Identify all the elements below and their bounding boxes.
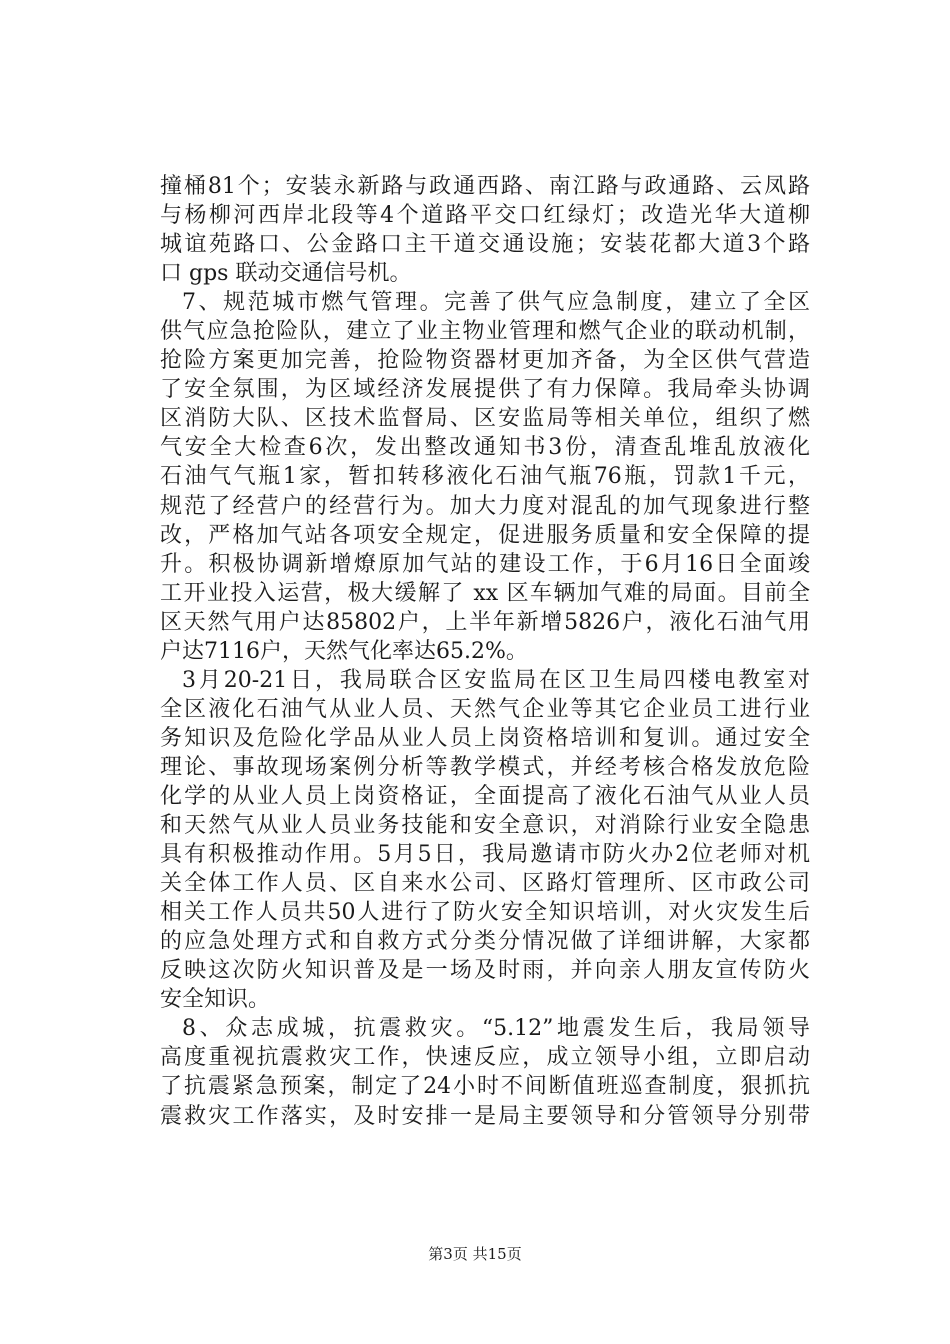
text-line: 区天然气用户达85802户，上半年新增5826户，液化石油气用	[160, 609, 810, 635]
text-line: 工开业投入运营，极大缓解了 xx 区车辆加气难的局面。目前全	[160, 580, 810, 606]
text-line: 了安全氛围，为区域经济发展提供了有力保障。我局牵头协调	[160, 377, 810, 403]
text-line: 了抗震紧急预案，制定了24小时不间断值班巡查制度，狠抓抗	[160, 1074, 810, 1100]
text-line: 相关工作人员共50人进行了防火安全知识培训，对火灾发生后	[160, 900, 810, 926]
text-line: 口 gps 联动交通信号机。	[160, 261, 412, 287]
text-line: 城谊苑路口、公金路口主干道交通设施；安装花都大道3个路	[160, 232, 810, 258]
text-line: 关全体工作人员、区自来水公司、区路灯管理所、区市政公司	[160, 871, 810, 897]
document-body	[160, 172, 810, 1131]
text-line: 反映这次防火知识普及是一场及时雨，并向亲人朋友宣传防火	[160, 958, 810, 984]
text-line: 8、众志成城，抗震救灾。“5.12”地震发生后，我局领导	[182, 1016, 810, 1042]
text-line: 化学的从业人员上岗资格证，全面提高了液化石油气从业人员	[160, 783, 810, 809]
text-line: 抢险方案更加完善，抢险物资器材更加齐备，为全区供气营造	[160, 348, 810, 374]
text-line: 7、规范城市燃气管理。完善了供气应急制度，建立了全区	[182, 290, 810, 316]
text-line: 规范了经营户的经营行为。加大力度对混乱的加气现象进行整	[160, 493, 810, 519]
page-footer: 第3页 共15页	[428, 1245, 522, 1263]
text-line: 改，严格加气站各项安全规定，促进服务质量和安全保障的提	[160, 522, 810, 548]
text-line: 供气应急抢险队，建立了业主物业管理和燃气企业的联动机制，	[160, 319, 810, 345]
text-line: 升。积极协调新增燎原加气站的建设工作，于6月16日全面竣	[160, 551, 810, 577]
text-line: 高度重视抗震救灾工作，快速反应，成立领导小组，立即启动	[160, 1045, 810, 1071]
text-line: 务知识及危险化学品从业人员上岗资格培训和复训。通过安全	[160, 725, 810, 751]
text-line: 震救灾工作落实，及时安排一是局主要领导和分管领导分别带	[160, 1103, 810, 1129]
text-line: 气安全大检查6次，发出整改通知书3份，清查乱堆乱放液化	[160, 435, 810, 461]
text-line: 户达7116户，天然气化率达65.2%。	[160, 638, 528, 664]
text-line: 与杨柳河西岸北段等4个道路平交口红绿灯；改造光华大道柳	[160, 203, 810, 229]
text-line: 撞桶81个；安装永新路与政通西路、南江路与政通路、云凤路	[160, 174, 810, 199]
text-line: 石油气气瓶1家，暂扣转移液化石油气瓶76瓶，罚款1千元，	[160, 464, 810, 490]
text-line: 全区液化石油气从业人员、天然气企业等其它企业员工进行业	[160, 696, 810, 722]
text-line: 安全知识。	[160, 987, 271, 1013]
text-line: 的应急处理方式和自救方式分类分情况做了详细讲解，大家都	[160, 929, 810, 955]
text-line: 具有积极推动作用。5月5日，我局邀请市防火办2位老师对机	[160, 842, 810, 868]
text-line: 和天然气从业人员业务技能和安全意识，对消除行业安全隐患	[160, 813, 810, 839]
text-line: 区消防大队、区技术监督局、区安监局等相关单位，组织了燃	[160, 406, 810, 432]
text-line: 3月20-21日，我局联合区安监局在区卫生局四楼电教室对	[182, 667, 810, 693]
text-line: 理论、事故现场案例分析等教学模式，并经考核合格发放危险	[160, 754, 810, 780]
